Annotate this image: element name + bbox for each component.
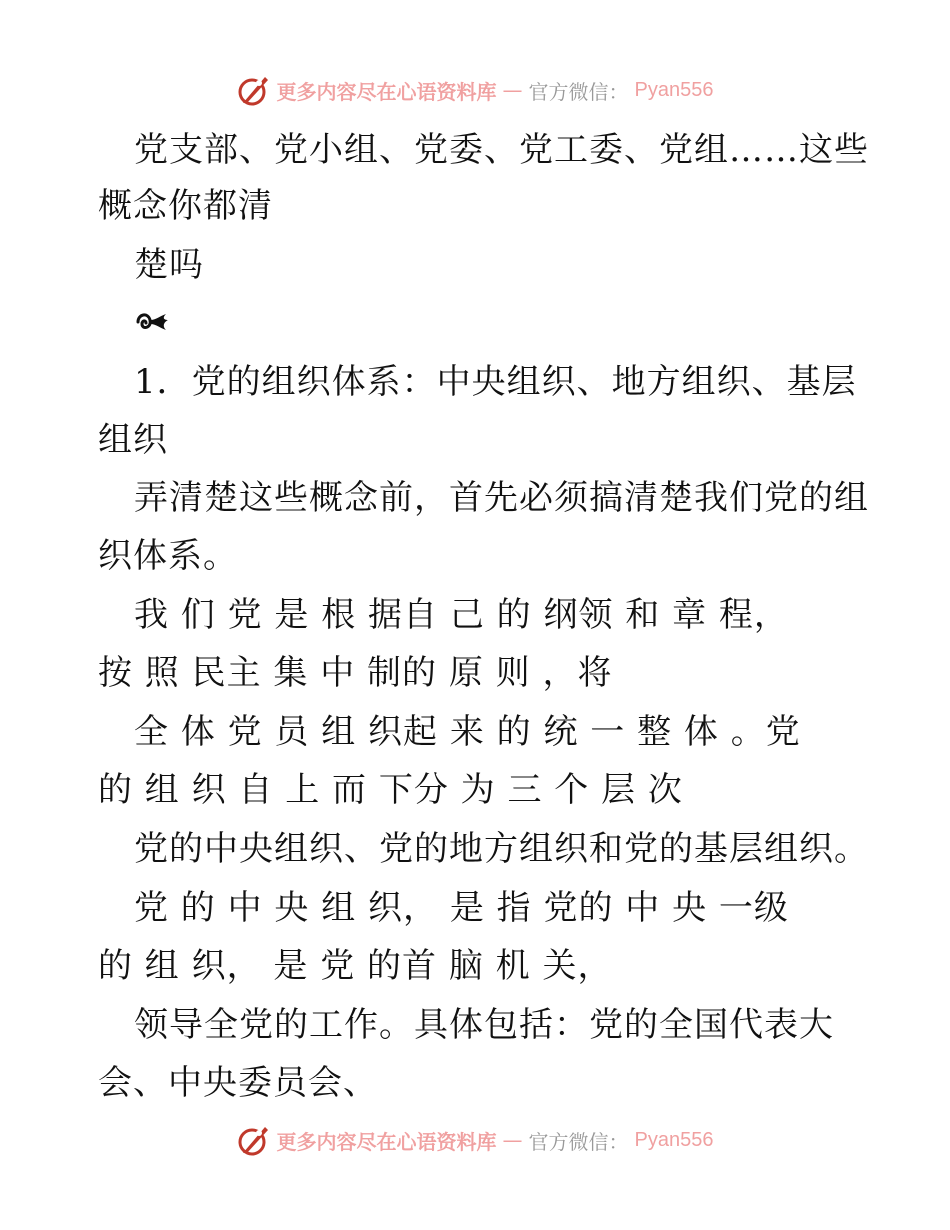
paragraph-7-line-2: 会、中央委员会、 bbox=[98, 1063, 378, 1103]
paragraph-5-line-1: 党的中央组织、党的地方组织和党的基层组织。 bbox=[134, 829, 869, 869]
watermark-id: Pyan556 bbox=[634, 1128, 714, 1151]
quill-logo-icon bbox=[237, 73, 271, 107]
paragraph-3-line-2: 按 照 民主 集 中 制的 原 则 ，将 bbox=[98, 653, 613, 693]
watermark-text: 更多内容尽在心语资料库 bbox=[276, 79, 497, 104]
watermark-text: 更多内容尽在心语资料库 bbox=[276, 1129, 497, 1154]
paragraph-4-line-1: 全 体 党 员 组 织起 来 的 统 一 整 体 。党 bbox=[134, 712, 801, 752]
paragraph-1-line-2: 概念你都清 bbox=[98, 186, 273, 226]
paragraph-4-line-2: 的 组 织 自 上 而 下分 为 三 个 层 次 bbox=[98, 770, 683, 810]
paragraph-6-line-1: 党 的 中 央 组 织， 是 指 党的 中 央 一级 bbox=[134, 888, 789, 928]
heading-1-line-1: 1．党的组织体系：中央组织、地方组织、基层 bbox=[134, 362, 857, 402]
watermark-official: 官方微信： bbox=[528, 79, 629, 104]
quill-logo-icon bbox=[237, 1123, 271, 1157]
paragraph-6-line-2: 的 组 织， 是 党 的首 脑 机 关， bbox=[98, 946, 613, 986]
watermark-id: Pyan556 bbox=[634, 78, 714, 101]
header-watermark bbox=[0, 70, 950, 110]
heading-1-line-2: 组织 bbox=[98, 420, 168, 460]
ornament-flourish-icon bbox=[134, 306, 172, 338]
watermark-dash: — bbox=[502, 78, 523, 102]
watermark-dash: — bbox=[502, 1128, 523, 1152]
footer-watermark bbox=[0, 1120, 950, 1160]
watermark-official: 官方微信： bbox=[528, 1129, 629, 1154]
paragraph-2-line-2: 织体系。 bbox=[98, 536, 238, 576]
paragraph-1-line-3: 楚吗 bbox=[134, 245, 204, 285]
paragraph-3-line-1: 我 们 党 是 根 据自 己 的 纲领 和 章 程， bbox=[134, 595, 789, 635]
paragraph-7-line-1: 领导全党的工作。具体包括：党的全国代表大 bbox=[134, 1005, 834, 1045]
paragraph-1-line-1: 党支部、党小组、党委、党工委、党组……这些 bbox=[134, 130, 869, 170]
paragraph-2-line-1: 弄清楚这些概念前，首先必须搞清楚我们党的组 bbox=[134, 478, 869, 518]
